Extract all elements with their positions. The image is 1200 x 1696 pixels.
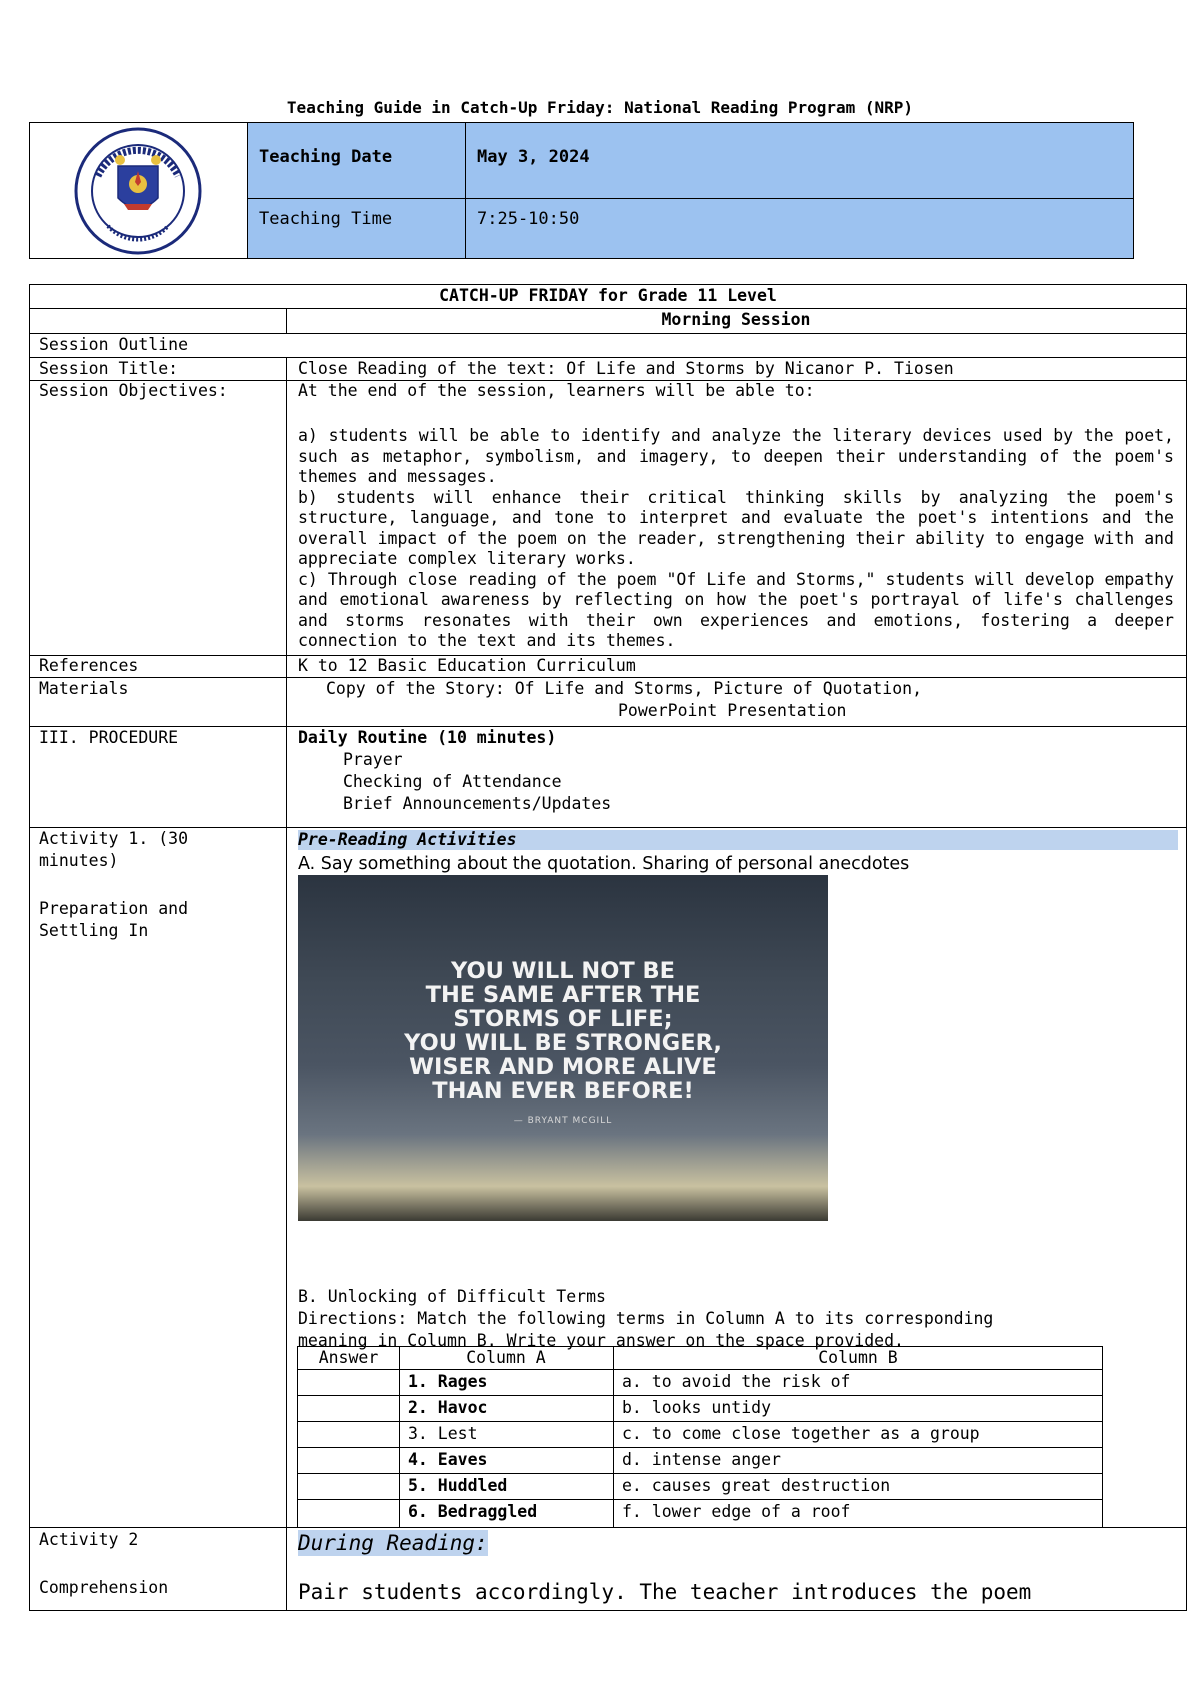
meaning-cell: a. to avoid the risk of bbox=[622, 1372, 851, 1391]
objective-b: b) students will enhance their critical thinking skills by analyzing the poem's structure, language, and tone to interpret and evaluate the poet's intentions and the overall impact of the poem on the reader, strengthening their ability to engage with and appreciate complex literary works. bbox=[298, 487, 1174, 568]
answer-column-header: Answer bbox=[318, 1348, 379, 1367]
references-value: K to 12 Basic Education Curriculum bbox=[298, 656, 636, 675]
document-title: Teaching Guide in Catch-Up Friday: National Reading Program (NRP) bbox=[286, 98, 914, 117]
objective-c: c) Through close reading of the poem "Of Life and Storms," students will develop empathy and emotional awareness by reflecting on how the poet's portrayal of life's challenges and storms resonates with their own experiences and emotions, fostering a deeper connection to the text and its themes. bbox=[298, 569, 1174, 650]
objective-a: a) students will be able to identify and analyze the literary devices used by the poet, such as metaphor, symbolism, and imagery, to deepen their understanding of the poem's themes and messages. bbox=[298, 426, 1174, 486]
teaching-time-value: 7:25-10:50 bbox=[477, 209, 580, 229]
term-cell: 4. Eaves bbox=[408, 1450, 488, 1469]
activity-1-sub-label-2: Settling In bbox=[39, 921, 149, 940]
quote-text: YOU WILL NOT BE THE SAME AFTER THE STORMS OF LIFE; YOU WILL BE STRONGER, WISER AND MORE ALIVE THAN EVER BEFORE! bbox=[404, 958, 722, 1104]
quote-author: — BRYANT MCGILL bbox=[513, 1116, 613, 1126]
column-b-header: Column B bbox=[818, 1348, 898, 1367]
activity-1-sub-label: Preparation and bbox=[39, 899, 189, 918]
part-a-instruction: A. Say something about the quotation. Sharing of personal anecdotes bbox=[298, 854, 910, 874]
meaning-cell: e. causes great destruction bbox=[622, 1476, 891, 1495]
objectives-label: Session Objectives: bbox=[39, 381, 228, 400]
activity-1-duration: minutes) bbox=[39, 851, 119, 870]
session-label: Morning Session bbox=[661, 310, 811, 329]
routine-item: Prayer bbox=[343, 750, 403, 769]
teaching-time-label: Teaching Time bbox=[259, 209, 393, 229]
objectives-intro: At the end of the session, learners will be able to: bbox=[298, 381, 815, 400]
header-table bbox=[29, 122, 1134, 259]
meaning-cell: b. looks untidy bbox=[622, 1398, 772, 1417]
teaching-date-label: Teaching Date bbox=[259, 147, 393, 167]
term-cell: 1. Rages bbox=[408, 1372, 488, 1391]
routine-item: Checking of Attendance bbox=[343, 772, 562, 791]
activity-2-sub-label: Comprehension bbox=[39, 1578, 169, 1597]
materials-line-2: PowerPoint Presentation bbox=[618, 701, 847, 720]
materials-label: Materials bbox=[39, 679, 129, 698]
logo-cell bbox=[30, 123, 248, 258]
term-cell: 2. Havoc bbox=[408, 1398, 488, 1417]
during-reading-heading: During Reading: bbox=[298, 1531, 488, 1555]
meaning-cell: f. lower edge of a roof bbox=[622, 1502, 851, 1521]
daily-routine-heading: Daily Routine (10 minutes) bbox=[298, 728, 557, 747]
activity-1-label: Activity 1. (30 bbox=[39, 829, 189, 848]
quotation-picture bbox=[298, 875, 828, 1221]
meaning-cell: c. to come close together as a group bbox=[622, 1424, 980, 1443]
term-cell: 6. Bedraggled bbox=[408, 1502, 538, 1521]
matching-terms-table bbox=[297, 1346, 1103, 1528]
activity-2-label: Activity 2 bbox=[39, 1530, 139, 1549]
references-label: References bbox=[39, 656, 139, 675]
pre-reading-heading: Pre-Reading Activities bbox=[298, 830, 1178, 850]
session-title-label: Session Title: bbox=[39, 359, 179, 378]
column-a-header: Column A bbox=[466, 1348, 546, 1367]
grade-heading: CATCH-UP FRIDAY for Grade 11 Level bbox=[439, 286, 777, 305]
procedure-label: III. PROCEDURE bbox=[39, 728, 179, 747]
meaning-cell: d. intense anger bbox=[622, 1450, 781, 1469]
during-reading-text: Pair students accordingly. The teacher introduces the poem bbox=[298, 1580, 1032, 1604]
directions-line-1: Directions: Match the following terms in Column A to its corresponding bbox=[298, 1309, 994, 1328]
part-b-heading: B. Unlocking of Difficult Terms bbox=[298, 1287, 606, 1306]
term-cell: 3. Lest bbox=[408, 1424, 478, 1443]
objectives-list bbox=[298, 426, 1174, 652]
term-cell: 5. Huddled bbox=[408, 1476, 508, 1495]
routine-item: Brief Announcements/Updates bbox=[343, 794, 612, 813]
session-title-value: Close Reading of the text: Of Life and Storms by Nicanor P. Tiosen bbox=[298, 359, 954, 378]
teaching-date-value: May 3, 2024 bbox=[477, 147, 590, 167]
materials-line-1: Copy of the Story: Of Life and Storms, Picture of Quotation, bbox=[326, 679, 923, 698]
session-outline-label: Session Outline bbox=[39, 335, 189, 354]
deped-seal-logo bbox=[68, 126, 208, 256]
directions-line-2: meaning in Column B. Write your answer on the space provided. bbox=[298, 1331, 904, 1350]
